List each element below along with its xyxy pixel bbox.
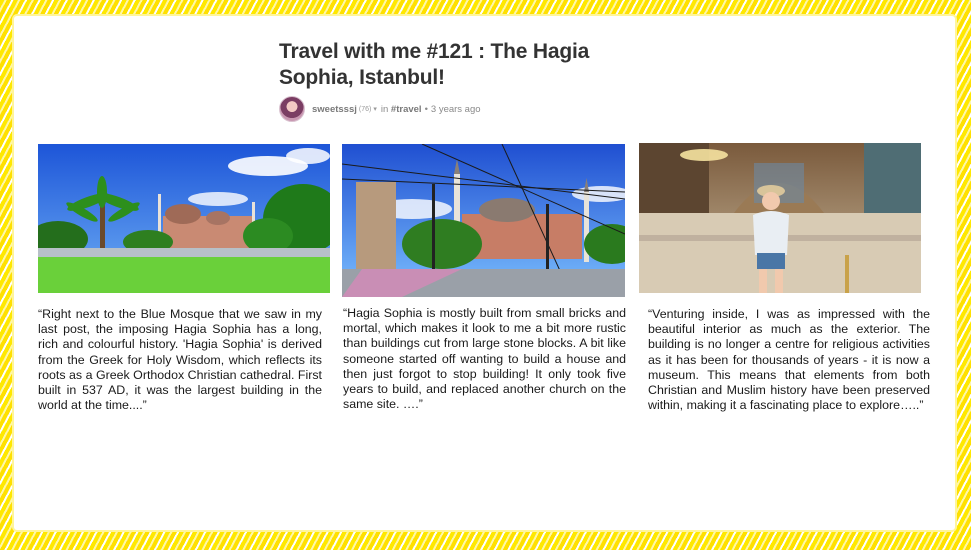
- reputation-badge: (76): [358, 105, 372, 113]
- hagia-sophia-interior-photo[interactable]: [639, 143, 921, 293]
- in-label: in: [380, 103, 389, 115]
- category-link[interactable]: #travel: [390, 103, 422, 115]
- caption-garden: “Right next to the Blue Mosque that we saw in my last post, the imposing Hagia Sophia has a long, rich and colourful history. 'Hagia Sophia' is derived from the Greek for Holy Wisdom, which reflects its roots as a Greek Orthodox Christian cathedral. First built in 537 AD, it was the largest building in the world at the time....”: [38, 307, 322, 413]
- meta-separator: •: [424, 103, 428, 115]
- caption-street: “Hagia Sophia is mostly built from small bricks and mortal, which makes it look to me a bit more rustic than buildings cut from large stone blocks. A bit like someone started off wanting to build a house and then just forgot to stop building! It only took five years to build, and replaced another church on the same site. ….”: [343, 306, 626, 412]
- author-name[interactable]: sweetsssj: [312, 103, 357, 115]
- hagia-sophia-garden-photo[interactable]: [38, 144, 330, 293]
- avatar[interactable]: [279, 96, 305, 122]
- chevron-down-icon[interactable]: ▾: [373, 106, 377, 113]
- post-timestamp[interactable]: 3 years ago: [430, 103, 481, 115]
- hagia-sophia-street-photo[interactable]: [342, 144, 625, 297]
- caption-interior: “Venturing inside, I was as impressed with the beautiful interior as much as the exterior. The building is no longer a centre for religious activities as it has been for thousands of years - it is now a museum. This means that elements from both Christian and Muslim history have been preserved within, making it a fascinating place to explore…..”: [648, 307, 930, 413]
- post-title[interactable]: Travel with me #121 : The Hagia Sophia, Istanbul!: [279, 40, 590, 89]
- post-meta: [279, 96, 481, 122]
